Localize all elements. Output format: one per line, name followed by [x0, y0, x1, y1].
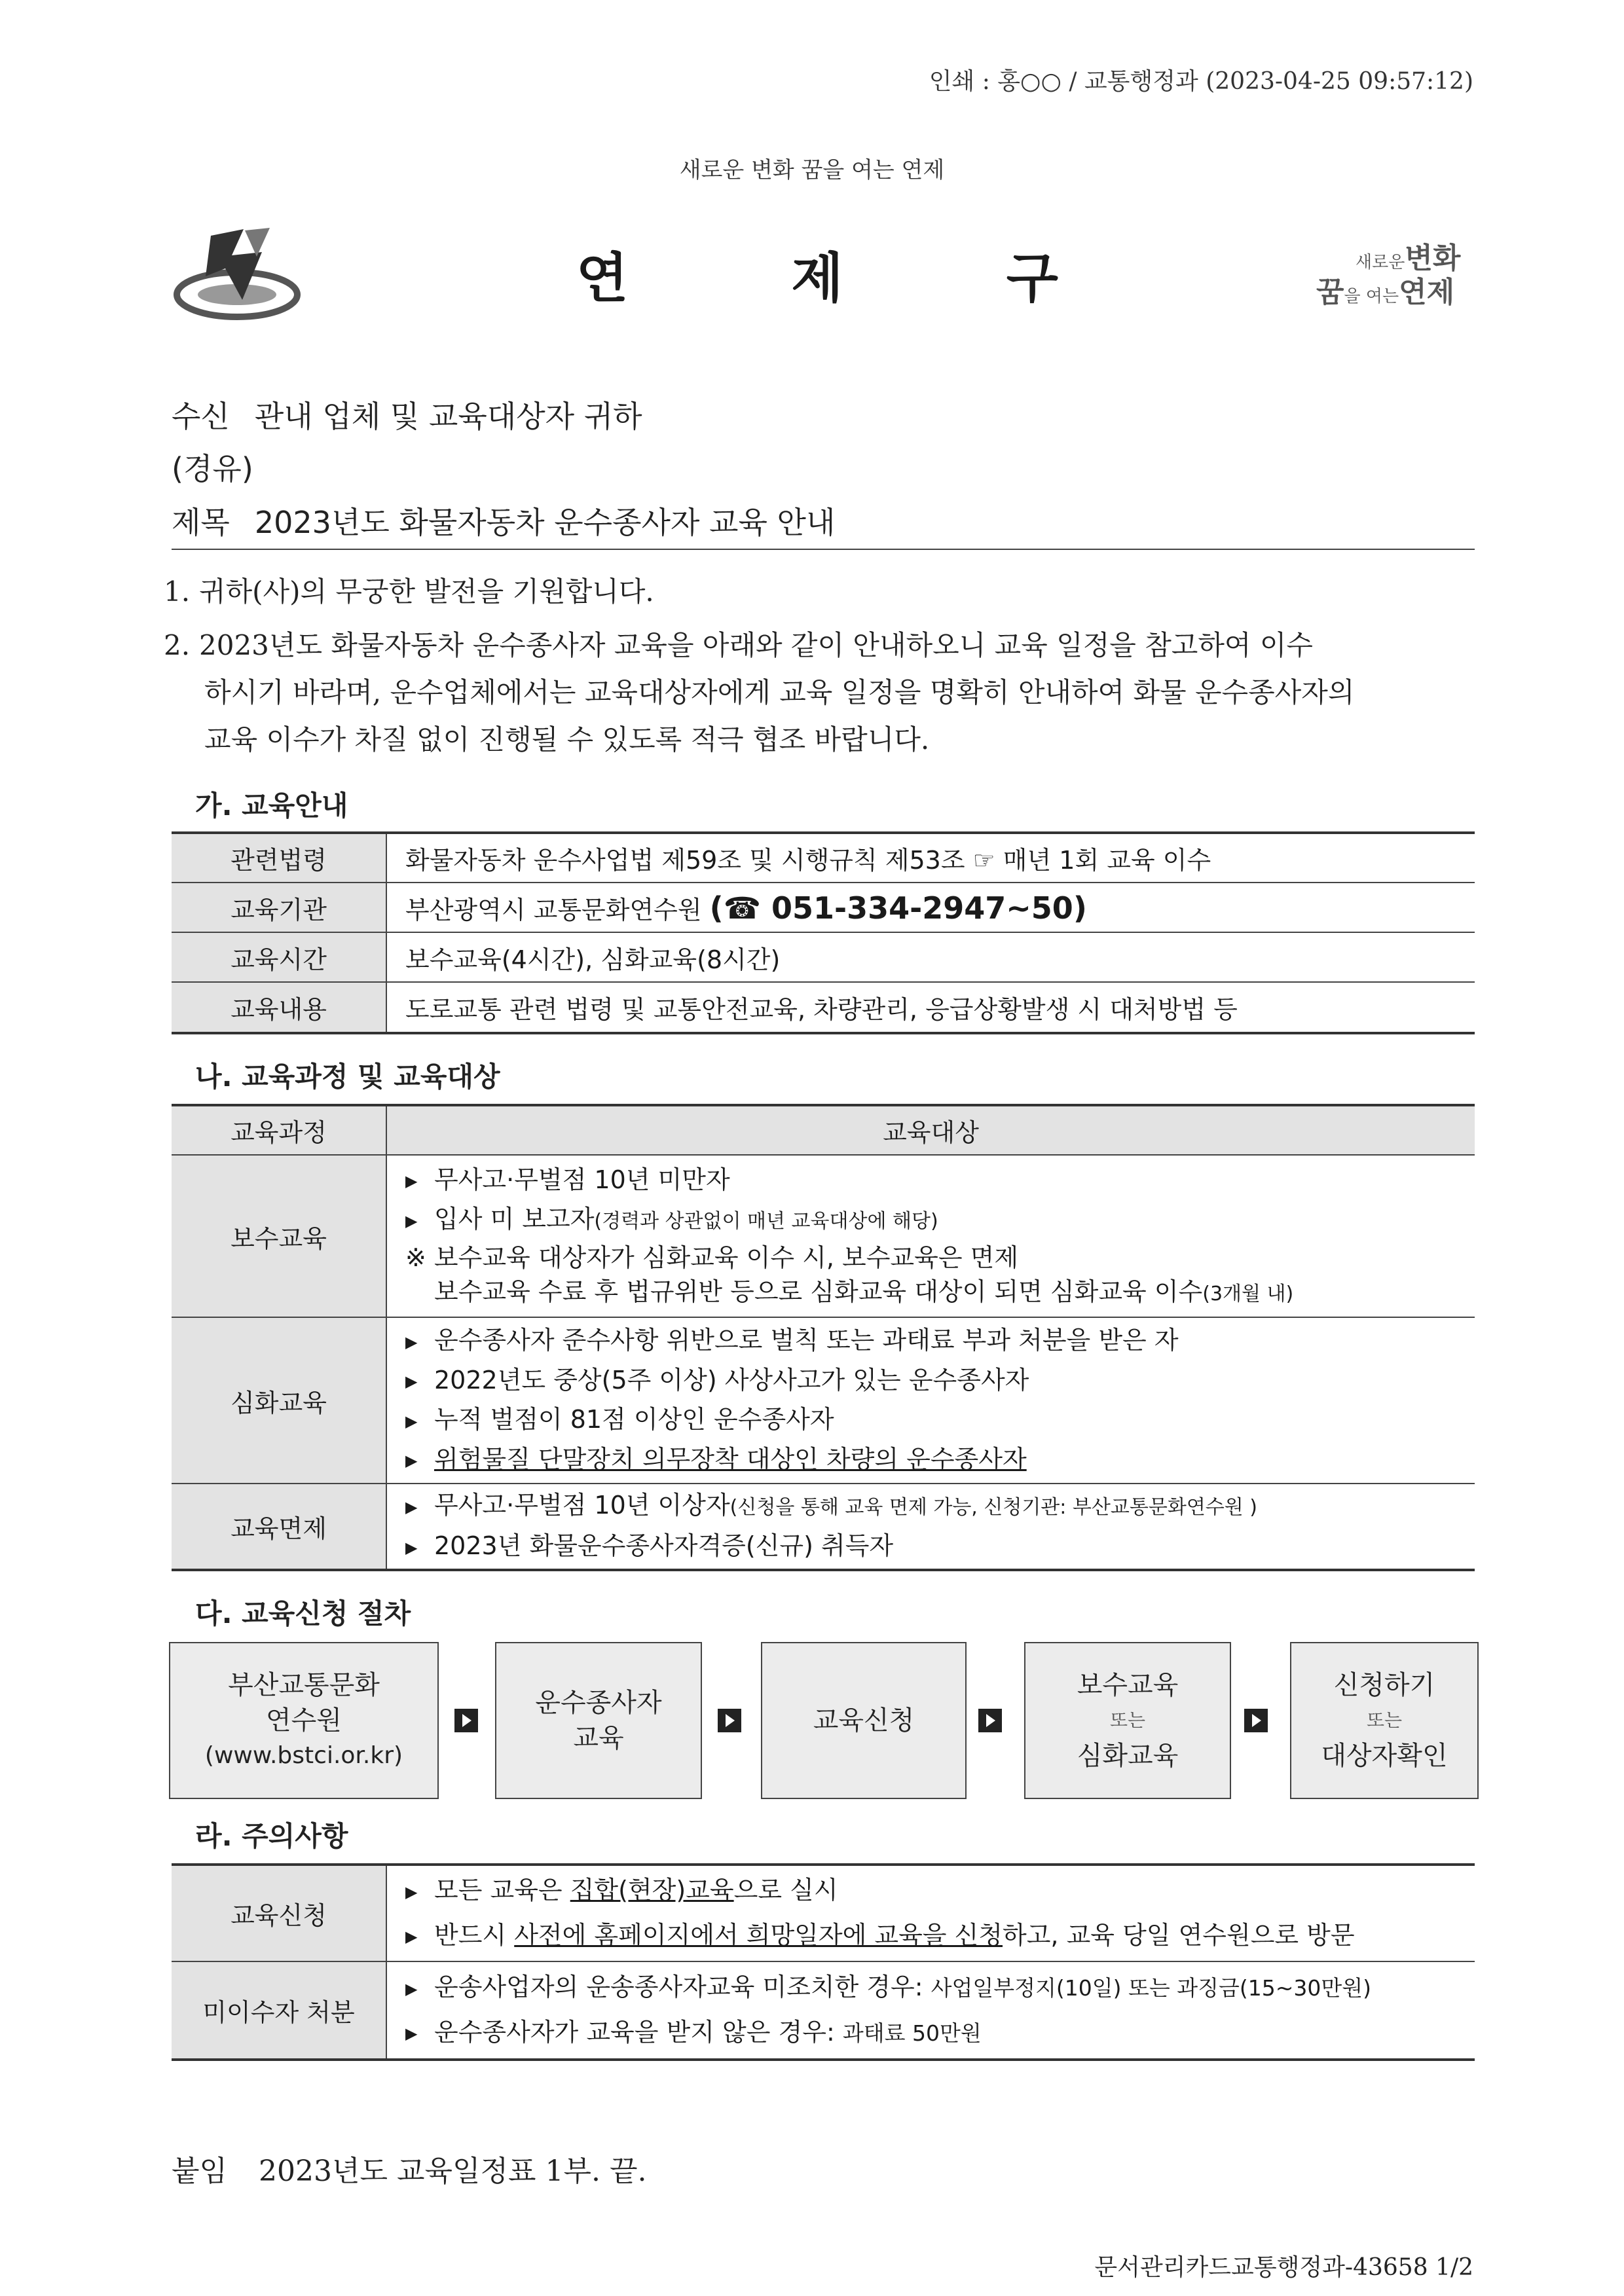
- paragraph-2-line-3: 교육 이수가 차질 없이 진행될 수 있도록 적극 협조 바랍니다.: [204, 723, 930, 756]
- table-row: [172, 1484, 1475, 1570]
- flow-step-2-line-1: 운수종사자: [535, 1688, 662, 1718]
- flow-step-5-or: 또는: [1366, 1709, 1403, 1731]
- flow-arrow-icon: [454, 1709, 478, 1732]
- precaution-key-application: 교육신청: [172, 1865, 386, 1961]
- section-a-title: 가. 교육안내: [195, 790, 348, 822]
- exemption-targets: ▶ 무사고·무벌점 10년 이상자(신청을 통해 교육 면제 가능, 신청기관: 부산교통문화연수원 ) ▶ 2023년 화물운수종사자격증(신규) 취득자: [386, 1484, 1475, 1570]
- advanced-bullet-3: 누적 벌점이 81점 이상인 운수종사자: [434, 1405, 834, 1434]
- paragraph-1-text: 귀하(사)의 무궁한 발전을 기원합니다.: [199, 575, 654, 608]
- flow-step-5-line-2: 대상자확인: [1321, 1741, 1448, 1771]
- brand-mid: 을 여는: [1344, 287, 1399, 306]
- flow-step-3-line-1: 교육신청: [813, 1705, 915, 1736]
- education-info-table: [172, 831, 1475, 1034]
- penalty-2-detail: 과태료 50만원: [842, 2020, 982, 2046]
- exemption-bullet-2: 2023년 화물운수종사자격증(신규) 취득자: [434, 1531, 894, 1561]
- yeonje-logo-icon: [172, 216, 303, 327]
- table-row: [172, 833, 1475, 883]
- refresher-bullet-1: 무사고·무벌점 10년 미만자: [434, 1165, 730, 1194]
- refresher-bullet-2-note: (경력과 상관없이 매년 교육대상에 해당): [594, 1210, 938, 1233]
- flow-step-3: [761, 1642, 967, 1799]
- refresher-targets: ▶ 무사고·무벌점 10년 미만자 ▶ 입사 미 보고자(경력과 상관없이 매년 교육대상에 해당) ※ 보수교육 대상자가 심화교육 이수 시, 보수교육은 면제 보수교육 수료 후 법규위반 등으로 심화교육 대상이 되면 심화교육 이수(3개월 내): [386, 1155, 1475, 1317]
- refresher-bullet-2: 입사 미 보고자: [434, 1205, 595, 1234]
- flow-step-2-line-2: 교육: [573, 1723, 624, 1753]
- row-value-hours: 보수교육(4시간), 심화교육(8시간): [386, 932, 1475, 982]
- org-title: [576, 236, 1061, 312]
- org-title-char-2: 제: [791, 247, 846, 310]
- paragraph-1-number: 1.: [164, 575, 191, 608]
- row-key-content: 교육내용: [172, 982, 386, 1033]
- refresher-note-2: 보수교육 수료 후 법규위반 등으로 심화교육 대상이 되면 심화교육 이수: [434, 1277, 1203, 1307]
- table-row: [172, 1961, 1475, 2060]
- table-row: [172, 1317, 1475, 1484]
- precautions-table: [172, 1863, 1475, 2061]
- flow-step-5: [1290, 1642, 1479, 1799]
- flow-step-1-line-1: 부산교통문화: [228, 1670, 380, 1700]
- header-divider: [172, 549, 1475, 550]
- table-row: [172, 1865, 1475, 1961]
- table-row: [172, 932, 1475, 982]
- institution-name: 부산광역시 교통문화연수원: [405, 895, 702, 924]
- flow-step-1: [169, 1642, 439, 1799]
- row-value-institution: [386, 883, 1475, 932]
- section-d-title: 라. 주의사항: [195, 1820, 348, 1852]
- subject-value: 2023년도 화물자동차 운수종사자 교육 안내: [254, 505, 836, 540]
- advanced-bullet-1: 운수종사자 준수사항 위반으로 벌칙 또는 과태료 부과 처분을 받은 자: [434, 1326, 1179, 1355]
- flow-arrow-icon: [718, 1709, 741, 1732]
- advanced-bullet-2: 2022년도 중상(5주 이상) 사상사고가 있는 운수종사자: [434, 1365, 1029, 1394]
- paragraph-2-number: 2.: [164, 629, 191, 661]
- paragraph-2-line-2: 하시기 바라며, 운수업체에서는 교육대상자에게 교육 일정을 명확히 안내하여 화물 운수종사자의: [204, 676, 1355, 708]
- flow-step-1-url: (www.bstci.or.kr): [204, 1742, 403, 1769]
- flow-step-2: [495, 1642, 702, 1799]
- table-row: [172, 982, 1475, 1033]
- flow-step-4: [1024, 1642, 1231, 1799]
- institution-phone: (☎ 051-334-2947~50): [709, 890, 1087, 926]
- row-key-law: 관련법령: [172, 833, 386, 883]
- precaution-1-underlined: 집합(현장)교육: [570, 1876, 734, 1904]
- course-refresher: 보수교육: [172, 1155, 386, 1317]
- penalty-2: 운수종사자가 교육을 받지 않은 경우:: [434, 2017, 843, 2047]
- flow-step-5-line-1: 신청하기: [1333, 1670, 1435, 1700]
- refresher-note-1: ※ 보수교육 대상자가 심화교육 이수 시, 보수교육은 면제: [405, 1243, 1019, 1273]
- attachment-label: 붙임: [172, 2155, 228, 2188]
- brand-emph-yeonje: 연제: [1399, 276, 1455, 309]
- paragraph-2-line-1: 2023년도 화물자동차 운수종사자 교육을 아래와 같이 안내하오니 교육 일정을 참고하여 이수: [199, 629, 1313, 661]
- paragraph-1: [164, 568, 1480, 615]
- flow-step-4-line-1: 보수교육: [1077, 1670, 1179, 1700]
- paragraph-2: [164, 622, 1480, 763]
- refresher-note-2-small: (3개월 내): [1202, 1283, 1294, 1306]
- section-c-title: 다. 교육신청 절차: [195, 1597, 411, 1630]
- flow-step-4-line-2: 심화교육: [1077, 1741, 1179, 1771]
- brand-slogan-logo: [1303, 229, 1473, 314]
- column-header-course: 교육과정: [172, 1105, 386, 1155]
- org-title-char-1: 연: [576, 247, 631, 310]
- attachment-line: [172, 2147, 646, 2189]
- row-value-content: 도로교통 관련 법령 및 교통안전교육, 차량관리, 응급상황발생 시 대처방법 등: [386, 982, 1475, 1033]
- course-advanced: 심화교육: [172, 1317, 386, 1484]
- course-exemption: 교육면제: [172, 1484, 386, 1570]
- column-header-target: 교육대상: [386, 1105, 1475, 1155]
- table-row: [172, 1155, 1475, 1317]
- subject-line: [172, 499, 835, 542]
- print-stamp: 인쇄 : 홍○○ / 교통행정과 (2023-04-25 09:57:12): [929, 68, 1473, 95]
- attachment-text: 2023년도 교육일정표 1부. 끝.: [259, 2155, 647, 2188]
- document-footer: 문서관리카드교통행정과-43658 1/2: [1094, 2254, 1473, 2281]
- penalty-1: 운송사업자의 운송종사자교육 미조치한 경우:: [434, 1973, 931, 2001]
- row-key-institution: 교육기관: [172, 883, 386, 932]
- org-title-char-3: 구: [1006, 247, 1061, 310]
- exemption-bullet-1: 무사고·무벌점 10년 이상자: [434, 1491, 730, 1520]
- recipient-label: 수신: [172, 399, 230, 434]
- brand-prefix: 새로운: [1356, 253, 1405, 272]
- precaution-key-penalty: 미이수자 처분: [172, 1961, 386, 2060]
- brand-emph-dream: 꿈: [1316, 276, 1344, 309]
- flow-step-1-line-2: 연수원: [266, 1705, 342, 1736]
- advanced-bullet-4: 위험물질 단말장치 의무장착 대상인 차량의 운수종사자: [434, 1444, 1027, 1474]
- via-label: (경유): [172, 451, 253, 486]
- precaution-application-items: ▶ 모든 교육은 집합(현장)교육으로 실시 ▶ 반드시 사전에 홈페이지에서 희망일자에 교육을 신청하고, 교육 당일 연수원으로 방문: [386, 1865, 1475, 1961]
- precaution-penalty-items: ▶ 운송사업자의 운송종사자교육 미조치한 경우: 사업일부정지(10일) 또는 과징금(15~30만원) ▶ 운수종사자가 교육을 받지 않은 경우: 과태료 50만원: [386, 1961, 1475, 2060]
- application-flow: [169, 1642, 1479, 1799]
- precaution-1-b: 으로 실시: [733, 1876, 838, 1904]
- recipient-line: [172, 393, 642, 436]
- section-b-title: 나. 교육과정 및 교육대상: [195, 1061, 500, 1093]
- recipient-value: 관내 업체 및 교육대상자 귀하: [254, 399, 642, 434]
- subject-label: 제목: [172, 505, 230, 540]
- flow-step-4-or: 또는: [1109, 1709, 1146, 1731]
- precaution-2-b: 하고, 교육 당일 연수원으로 방문: [1003, 1920, 1355, 1950]
- brand-emph-change: 변화: [1405, 242, 1461, 275]
- exemption-bullet-1-note: (신청을 통해 교육 면제 가능, 신청기관: 부산교통문화연수원 ): [729, 1496, 1257, 1520]
- advanced-targets: ▶ 운수종사자 준수사항 위반으로 벌칙 또는 과태료 부과 처분을 받은 자 ▶ 2022년도 중상(5주 이상) 사상사고가 있는 운수종사자 ▶ 누적 벌점이 81점 이상인 운수종사자 ▶ 위험물질 단말장치 의무장착 대상인 차량의 운수종사자: [386, 1317, 1475, 1484]
- table-header-row: [172, 1105, 1475, 1155]
- precaution-2-a: 반드시: [434, 1920, 515, 1950]
- flow-arrow-icon: [1244, 1709, 1268, 1732]
- row-key-hours: 교육시간: [172, 932, 386, 982]
- precaution-2-underlined: 사전에 홈페이지에서 희망일자에 교육을 신청: [514, 1920, 1003, 1950]
- table-row: [172, 883, 1475, 932]
- row-value-law: 화물자동차 운수사업법 제59조 및 시행규칙 제53조 ☞ 매년 1회 교육 이수: [386, 833, 1475, 883]
- slogan: 새로운 변화 꿈을 여는 연제: [679, 157, 945, 183]
- course-target-table: [172, 1104, 1475, 1571]
- penalty-1-detail: 사업일부정지(10일) 또는 과징금(15~30만원): [931, 1975, 1371, 2001]
- precaution-1-a: 모든 교육은: [434, 1876, 570, 1904]
- flow-arrow-icon: [978, 1709, 1002, 1732]
